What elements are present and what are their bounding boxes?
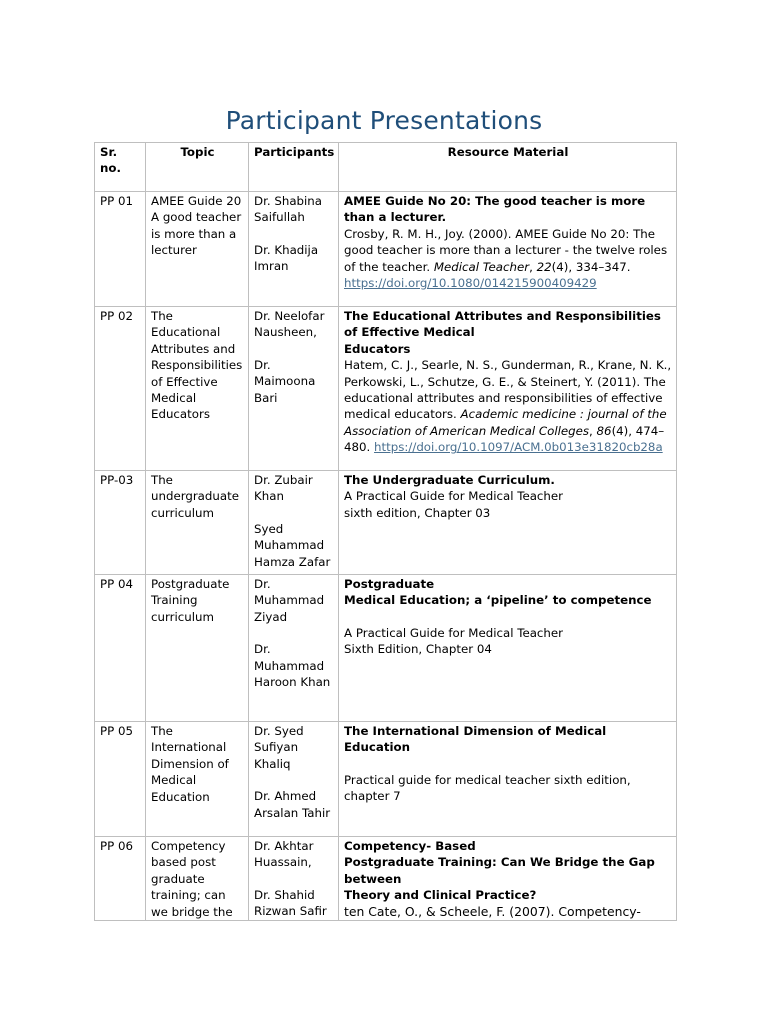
cell-participants [249, 471, 339, 575]
header-participants: Participants [249, 143, 339, 192]
participant: Dr. Syed Sufiyan Khaliq [254, 724, 304, 771]
table-row [95, 837, 677, 921]
resource-line: A Practical Guide for Medical Teacher [344, 489, 564, 504]
table-header-row [95, 143, 677, 192]
journal-volume: 86 [596, 423, 612, 438]
resource-line: A Practical Guide for Medical Teacher [344, 625, 564, 640]
resource-title: AMEE Guide No 20: The good teacher is more than a lecturer. [344, 194, 646, 225]
page-title: Participant Presentations [225, 106, 543, 135]
header-topic: Topic [146, 143, 249, 192]
resource-citation: Hatem, C. J., Searle, N. S., Gunderman, R., Krane, N. K., Perkowski, L., Schutze, G. E., & Steinert, Y. (2011). The educational attributes and responsibilities of effective medical educators. Academic medicine : journal of the Association of American Medical Colleges, 86(4), 474–480. https://doi.org/10.1097/ACM.0b013e31820cb28a [344, 358, 672, 455]
participant: Syed Muhammad Hamza Zafar [254, 521, 331, 569]
header-sr: Sr. no. [95, 143, 146, 192]
resource-title: Competency- Based [344, 839, 476, 853]
cell-sr: PP 04 [95, 575, 146, 722]
cell-resource [339, 837, 677, 921]
cell-participants [249, 722, 339, 837]
participant: Dr. Zubair Khan [254, 473, 313, 504]
cell-sr: PP 06 [95, 837, 146, 921]
resource-title: Postgraduate [344, 577, 435, 591]
table-row [95, 575, 677, 722]
table-row [95, 307, 677, 471]
participant: Dr. Neelofar Nausheen, [254, 309, 325, 340]
cell-resource [339, 471, 677, 575]
resource-title: The Undergraduate Curriculum. [344, 473, 555, 487]
cell-resource [339, 722, 677, 837]
participant: Dr. Muhammad Haroon Khan [254, 642, 331, 690]
resource-line: Sixth Edition, Chapter 04 [344, 642, 492, 657]
participant: Dr. Shabina Saifullah [254, 194, 323, 225]
cell-topic: AMEE Guide 20 A good teacher is more than a lecturer [146, 192, 249, 307]
doi-link[interactable]: https://doi.org/10.1080/014215900409429 [344, 276, 597, 291]
cell-participants [249, 192, 339, 307]
table-row [95, 722, 677, 837]
cell-sr: PP 01 [95, 192, 146, 307]
cell-topic: The Educational Attributes and Responsibilities of Effective Medical Educators [146, 307, 249, 471]
resource-citation: Crosby, R. M. H., Joy. (2000). AMEE Guide No 20: The good teacher is more than a lecturer - the twelve roles of the teacher. Medical Teacher, 22(4), 334–347. https://doi.org/10.1080/014215900409429 [344, 226, 668, 291]
resource-line: ten Cate, O., & Scheele, F. (2007). Competency- [344, 903, 641, 919]
participant: Dr. Muhammad Ziyad [254, 577, 325, 624]
cell-resource [339, 575, 677, 722]
table-row [95, 192, 677, 307]
cell-sr: PP-03 [95, 471, 146, 575]
presentations-table [94, 142, 677, 921]
cell-topic: The International Dimension of Medical Education [146, 722, 249, 837]
resource-title-cont: Theory and Clinical Practice? [344, 888, 537, 903]
cell-resource [339, 192, 677, 307]
cell-sr: PP 05 [95, 722, 146, 837]
participant: Dr. Akhtar Huassain, [254, 839, 314, 870]
cell-participants [249, 837, 339, 921]
resource-title: The Educational Attributes and Responsibilities of Effective Medical [344, 309, 661, 340]
table-row [95, 471, 677, 575]
cell-topic: Competency based post graduate training; can we bridge the [146, 837, 249, 921]
resource-title-cont: Postgraduate Training: Can We Bridge the Gap between [344, 855, 655, 886]
cell-participants [249, 575, 339, 722]
resource-line: sixth edition, Chapter 03 [344, 505, 491, 520]
journal-name: Academic medicine : journal of the Association of American Medical Colleges [344, 407, 667, 438]
header-resource: Resource Material [339, 143, 677, 192]
cell-sr: PP 02 [95, 307, 146, 471]
participant: Dr. Khadija Imran [254, 242, 319, 274]
participant: Dr. Maimoona Bari [254, 357, 316, 405]
doi-link[interactable]: https://doi.org/10.1097/ACM.0b013e31820cb28a [374, 440, 663, 455]
resource-title-cont: Educators [344, 341, 411, 356]
resource-title-cont: Medical Education; a ‘pipeline’ to competence [344, 593, 652, 608]
participant: Dr. Shahid Rizwan Safir [254, 887, 327, 919]
journal-name: Medical Teacher [433, 259, 530, 274]
resource-title: The International Dimension of Medical Education [344, 724, 607, 755]
cell-participants [249, 307, 339, 471]
cell-topic: Postgraduate Training curriculum [146, 575, 249, 722]
resource-line: Practical guide for medical teacher sixth edition, chapter 7 [344, 772, 631, 804]
participant: Dr. Ahmed Arsalan Tahir [254, 789, 331, 820]
cell-topic: The undergraduate curriculum [146, 471, 249, 575]
cell-resource [339, 307, 677, 471]
journal-volume: 22 [536, 259, 552, 274]
